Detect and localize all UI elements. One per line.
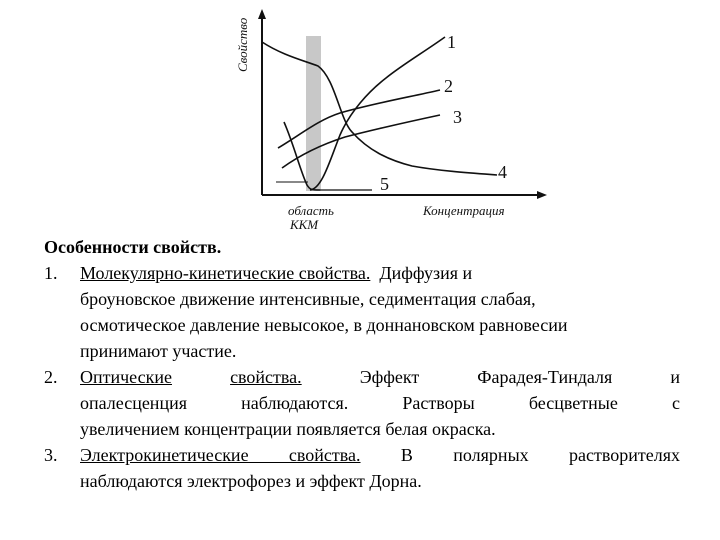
item-line: осмотическое давление невысокое, в доннановском равновесии xyxy=(80,315,568,335)
item-line: принимают участие. xyxy=(80,341,237,361)
item-line: увеличением концентрации появляется белая окраска. xyxy=(80,419,496,439)
x-axis-arrow xyxy=(537,191,547,199)
curve-1 xyxy=(310,37,445,190)
item-line xyxy=(80,364,680,390)
y-axis-label: Свойство xyxy=(235,17,250,72)
item-line: броуновское движение интенсивные, седиментация слабая, xyxy=(80,289,536,309)
list-item xyxy=(44,364,680,442)
curve-4-label: 4 xyxy=(498,162,507,182)
item-line xyxy=(80,442,680,468)
curve-5-label: 5 xyxy=(380,174,389,194)
item-line: опалесценция наблюдаются. Растворы бесцветные с xyxy=(80,393,680,413)
item-number: 3. xyxy=(44,445,58,465)
item-text: В полярных растворителях xyxy=(400,445,680,465)
y-axis-arrow xyxy=(258,9,266,19)
item-number: 1. xyxy=(44,263,58,283)
cmc-band xyxy=(306,36,321,191)
item-text: Диффузия и xyxy=(379,263,473,283)
item-lead-a: Оптические xyxy=(80,367,172,387)
curve-2-label: 2 xyxy=(444,76,453,96)
section-heading: Особенности свойств. xyxy=(44,237,222,257)
curve-3-label: 3 xyxy=(453,107,462,127)
property-concentration-diagram xyxy=(0,0,720,232)
item-lead-b: свойства. xyxy=(230,367,302,387)
item-lead: Молекулярно-кинетические свойства. xyxy=(80,263,371,283)
properties-list xyxy=(44,260,680,494)
item-lead: Электрокинетические свойства. xyxy=(80,445,361,465)
x-axis-label: Концентрация xyxy=(423,203,505,218)
region-label-line2: ККМ xyxy=(290,217,319,232)
item-line: наблюдаются электрофорез и эффект Дорна. xyxy=(80,471,422,491)
item-line xyxy=(80,260,680,286)
region-label-line1: область xyxy=(288,203,334,218)
list-item xyxy=(44,442,680,494)
curve-1-label: 1 xyxy=(447,32,456,52)
item-number: 2. xyxy=(44,367,58,387)
properties-text xyxy=(44,234,680,494)
list-item xyxy=(44,260,680,364)
item-text: Эффект Фарадея-Тиндаля и xyxy=(359,367,680,387)
